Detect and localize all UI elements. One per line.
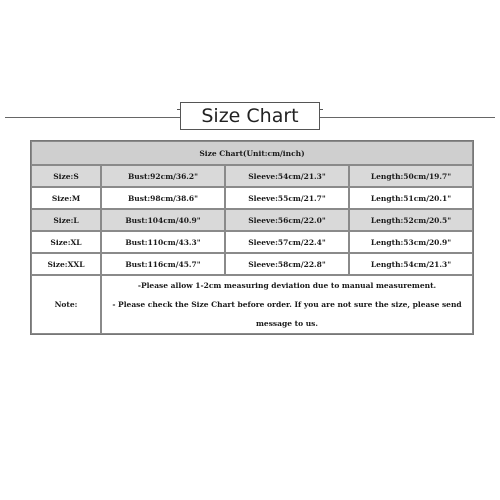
bust-cell: Bust:104cm/40.9" <box>101 209 225 231</box>
sleeve-cell: Sleeve:56cm/22.0" <box>225 209 349 231</box>
length-cell: Length:53cm/20.9" <box>349 231 473 253</box>
title-rule-left <box>5 117 181 118</box>
length-cell: Length:51cm/20.1" <box>349 187 473 209</box>
size-cell: Size:M <box>31 187 101 209</box>
bust-cell: Bust:92cm/36.2" <box>101 165 225 187</box>
length-cell: Length:50cm/19.7" <box>349 165 473 187</box>
size-cell: Size:S <box>31 165 101 187</box>
size-chart-title: Size Chart <box>180 102 320 130</box>
note-text <box>101 275 473 334</box>
length-cell: Length:54cm/21.3" <box>349 253 473 275</box>
table-row <box>31 253 473 275</box>
title-rule-right <box>320 117 495 118</box>
size-chart-title-banner <box>0 100 500 134</box>
length-cell: Length:52cm/20.5" <box>349 209 473 231</box>
bust-cell: Bust:98cm/38.6" <box>101 187 225 209</box>
size-cell: Size:L <box>31 209 101 231</box>
sleeve-cell: Sleeve:55cm/21.7" <box>225 187 349 209</box>
size-cell: Size:XL <box>31 231 101 253</box>
table-header-row <box>31 141 473 165</box>
note-label: Note: <box>31 275 101 334</box>
table-row <box>31 231 473 253</box>
bust-cell: Bust:116cm/45.7" <box>101 253 225 275</box>
table-row <box>31 165 473 187</box>
sleeve-cell: Sleeve:57cm/22.4" <box>225 231 349 253</box>
note-line-measurement: -Please allow 1-2cm measuring deviation due to manual measurement. <box>137 281 437 290</box>
sleeve-cell: Sleeve:58cm/22.8" <box>225 253 349 275</box>
sleeve-cell: Sleeve:54cm/21.3" <box>225 165 349 187</box>
table-row <box>31 209 473 231</box>
table-header: Size Chart(Unit:cm/inch) <box>31 141 473 165</box>
note-row <box>31 275 473 334</box>
size-chart-table <box>30 140 474 335</box>
size-cell: Size:XXL <box>31 253 101 275</box>
bust-cell: Bust:110cm/43.3" <box>101 231 225 253</box>
note-line-check-size: - Please check the Size Chart before order. If you are not sure the size, please send message to us. <box>112 300 462 328</box>
table-row <box>31 187 473 209</box>
